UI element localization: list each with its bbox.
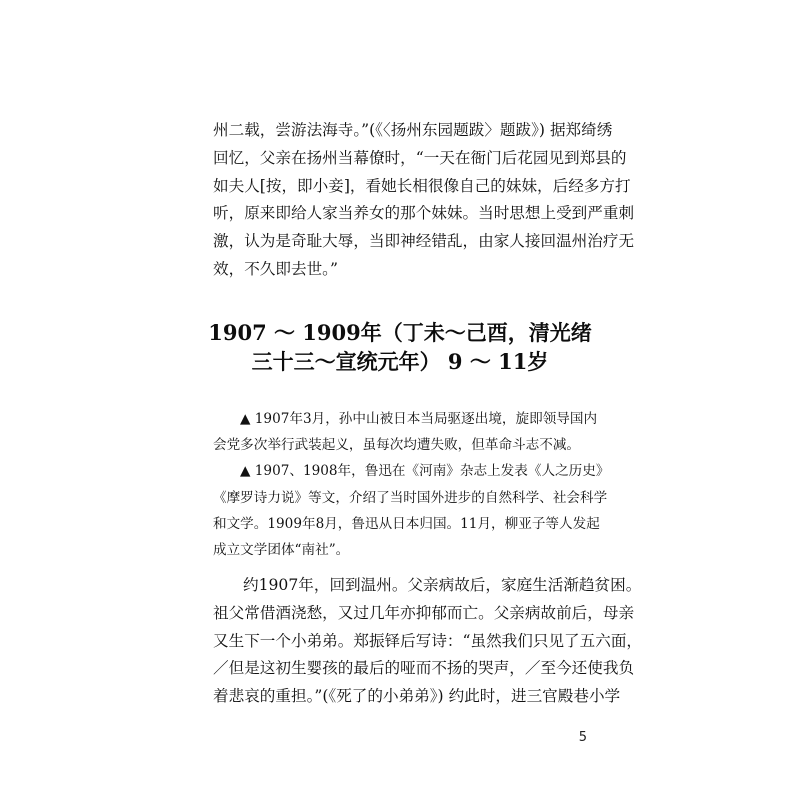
section-heading-line-1: 1907 ～ 1909年（丁未～己酉，清光绪 bbox=[208, 320, 592, 345]
section-heading-line-2: 三十三～宣统元年） 9 ～ 11岁 bbox=[251, 349, 549, 374]
chronicle-notes bbox=[213, 406, 610, 563]
text-line: 约1907年，回到温州。父亲病故后，家庭生活渐趋贫困。 bbox=[243, 576, 642, 594]
note-line: 和文学。1909年8月，鲁迅从日本归国。11月，柳亚子等人发起 bbox=[213, 515, 600, 532]
text-line: 祖父常借酒浇愁，又过几年亦抑郁而亡。父亲病故前后，母亲 bbox=[213, 603, 635, 622]
text-line: 州二载，尝游法海寺。”(《〈扬州东园题跋〉题跋》) 据郑绮绣 bbox=[213, 121, 613, 139]
text-line: 激，认为是奇耻大辱，当即神经错乱，由家人接回温州治疗无 bbox=[213, 232, 635, 251]
text-line: 又生下一个小弟弟。郑振铎后写诗：“虽然我们只见了五六面， bbox=[213, 631, 643, 650]
page-number: 5 bbox=[578, 730, 587, 745]
body-paragraph bbox=[213, 572, 643, 711]
note-line: ▲ 1907年3月，孙中山被日本当局驱逐出境，旋即领导国内 bbox=[240, 411, 598, 427]
note-line: 《摩罗诗力说》等文，介绍了当时国外进步的自然科学、社会科学 bbox=[213, 489, 608, 506]
section-heading bbox=[200, 318, 600, 376]
note-line: 成立文学团体“南社”。 bbox=[213, 542, 350, 559]
text-line: 着悲哀的重担。”(《死了的小弟弟》) 约此时，进三官殿巷小学 bbox=[213, 687, 621, 706]
continuation-paragraph bbox=[213, 117, 635, 284]
note-line: 会党多次举行武装起义，虽每次均遭失败，但革命斗志不减。 bbox=[213, 437, 581, 454]
text-line: ／但是这初生婴孩的最后的哑而不扬的哭声，／至今还使我负 bbox=[213, 659, 635, 678]
text-line: 效，不久即去世。” bbox=[213, 259, 338, 278]
note-line: ▲ 1907、1908年，鲁迅在《河南》杂志上发表《人之历史》 bbox=[240, 463, 610, 480]
text-line: 回忆，父亲在扬州当幕僚时，“一天在衙门后花园见到郑县的 bbox=[213, 148, 627, 167]
text-line: 听，原来即给人家当养女的那个妹妹。当时思想上受到严重刺 bbox=[213, 204, 635, 223]
text-line: 如夫人[按，即小妾]，看她长相很像自己的妹妹，后经多方打 bbox=[213, 176, 631, 195]
